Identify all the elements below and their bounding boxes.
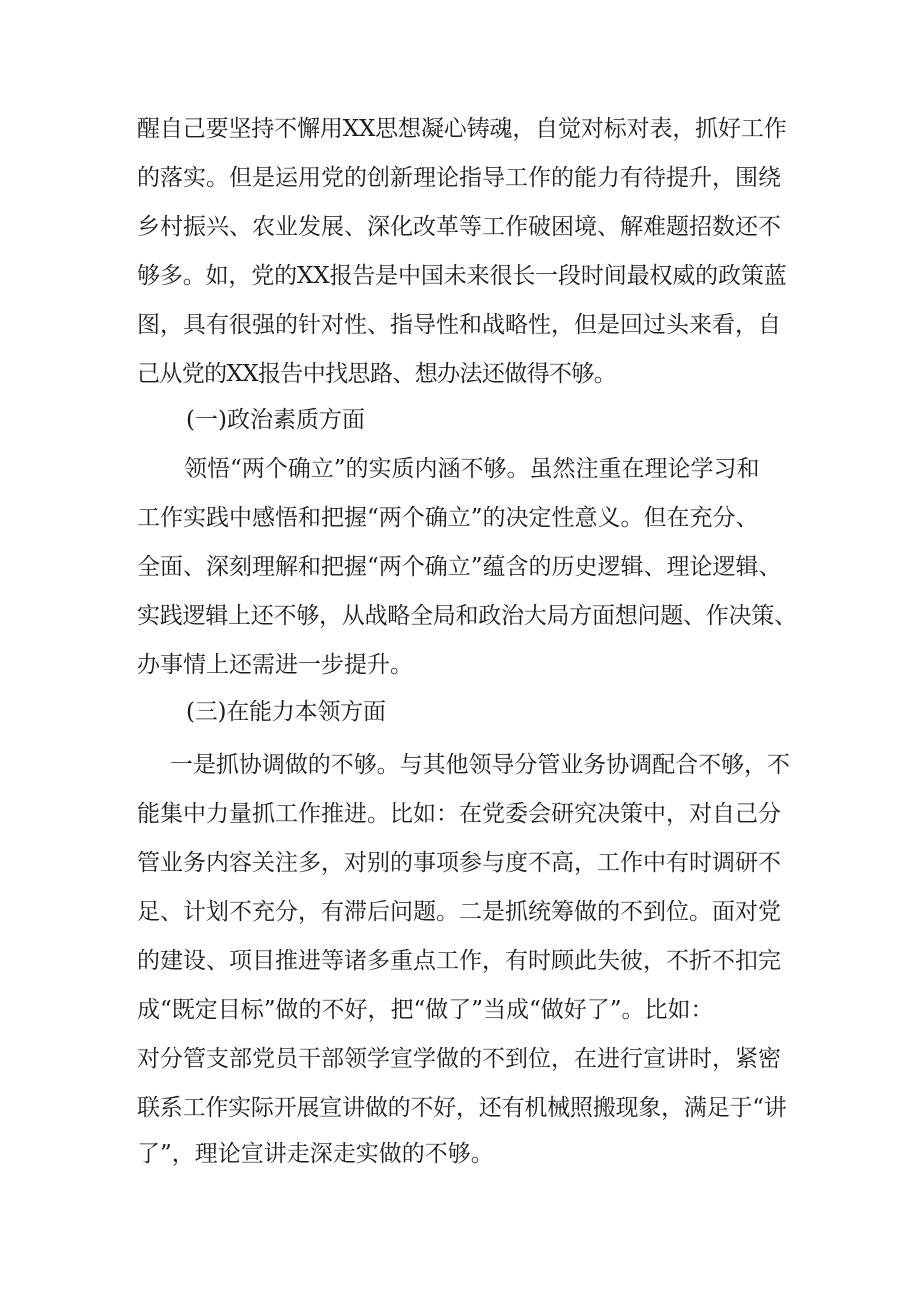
paragraph-line: 够多。如，党的XX报告是中国未来很长一段时间最权威的政策蓝: [137, 263, 787, 289]
paragraph-line: 能集中力量抓工作推进。比如：在党委会研究决策中，对自己分: [137, 801, 781, 827]
paragraph-line: 图，具有很强的针对性、指导性和战略性，但是回过头来看，自: [137, 312, 781, 338]
paragraph-line: 工作实践中感悟和把握“两个确立”的决定性意义。但在充分、: [137, 505, 759, 531]
paragraph-line: 己从党的XX报告中找思路、想办法还做得不够。: [137, 361, 617, 387]
paragraph-line: 领悟“两个确立”的实质内涵不够。虽然注重在理论学习和: [184, 456, 760, 482]
paragraph-line: 实践逻辑上还不够，从战略全局和政治大局方面想问题、作决策、: [137, 603, 797, 629]
paragraph-line: 对分管支部党员干部领学宣学做的不到位，在进行宣讲时，紧密: [137, 1046, 781, 1072]
paragraph-line: 一是抓协调做的不够。与其他领导分管业务协调配合不够，不: [170, 752, 790, 778]
paragraph-line: 联系工作实际开展宣讲做的不好，还有机械照搬现象，满足于“讲: [137, 1095, 787, 1121]
paragraph-line: 足、计划不充分，有滞后问题。二是抓统筹做的不到位。面对党: [137, 899, 781, 925]
section-heading: (三)在能力本领方面: [186, 699, 386, 725]
paragraph-line: 乡村振兴、农业发展、深化改革等工作破困境、解难题招数还不: [137, 214, 781, 240]
paragraph-line: 办事情上还需进一步提升。: [137, 652, 413, 678]
paragraph-line: 的落实。但是运用党的创新理论指导工作的能力有待提升，围绕: [137, 165, 781, 191]
paragraph-line: 成“既定目标”做的不好，把“做了”当成“做好了”。比如：: [137, 997, 714, 1023]
paragraph-line: 的建设、项目推进等诸多重点工作，有时顾此失彼，不折不扣完: [137, 948, 781, 974]
paragraph-line: 了”，理论宣讲走深走实做的不够。: [137, 1141, 494, 1167]
section-heading: (一)政治素质方面: [186, 407, 365, 433]
paragraph-line: 全面、深刻理解和把握“两个确立”蕴含的历史逻辑、理论逻辑、: [137, 554, 782, 580]
paragraph-line: 管业务内容关注多，对别的事项参与度不高，工作中有时调研不: [137, 850, 781, 876]
paragraph-line: 醒自己要坚持不懈用XX思想凝心铸魂，自觉对标对表，抓好工作: [137, 116, 787, 142]
